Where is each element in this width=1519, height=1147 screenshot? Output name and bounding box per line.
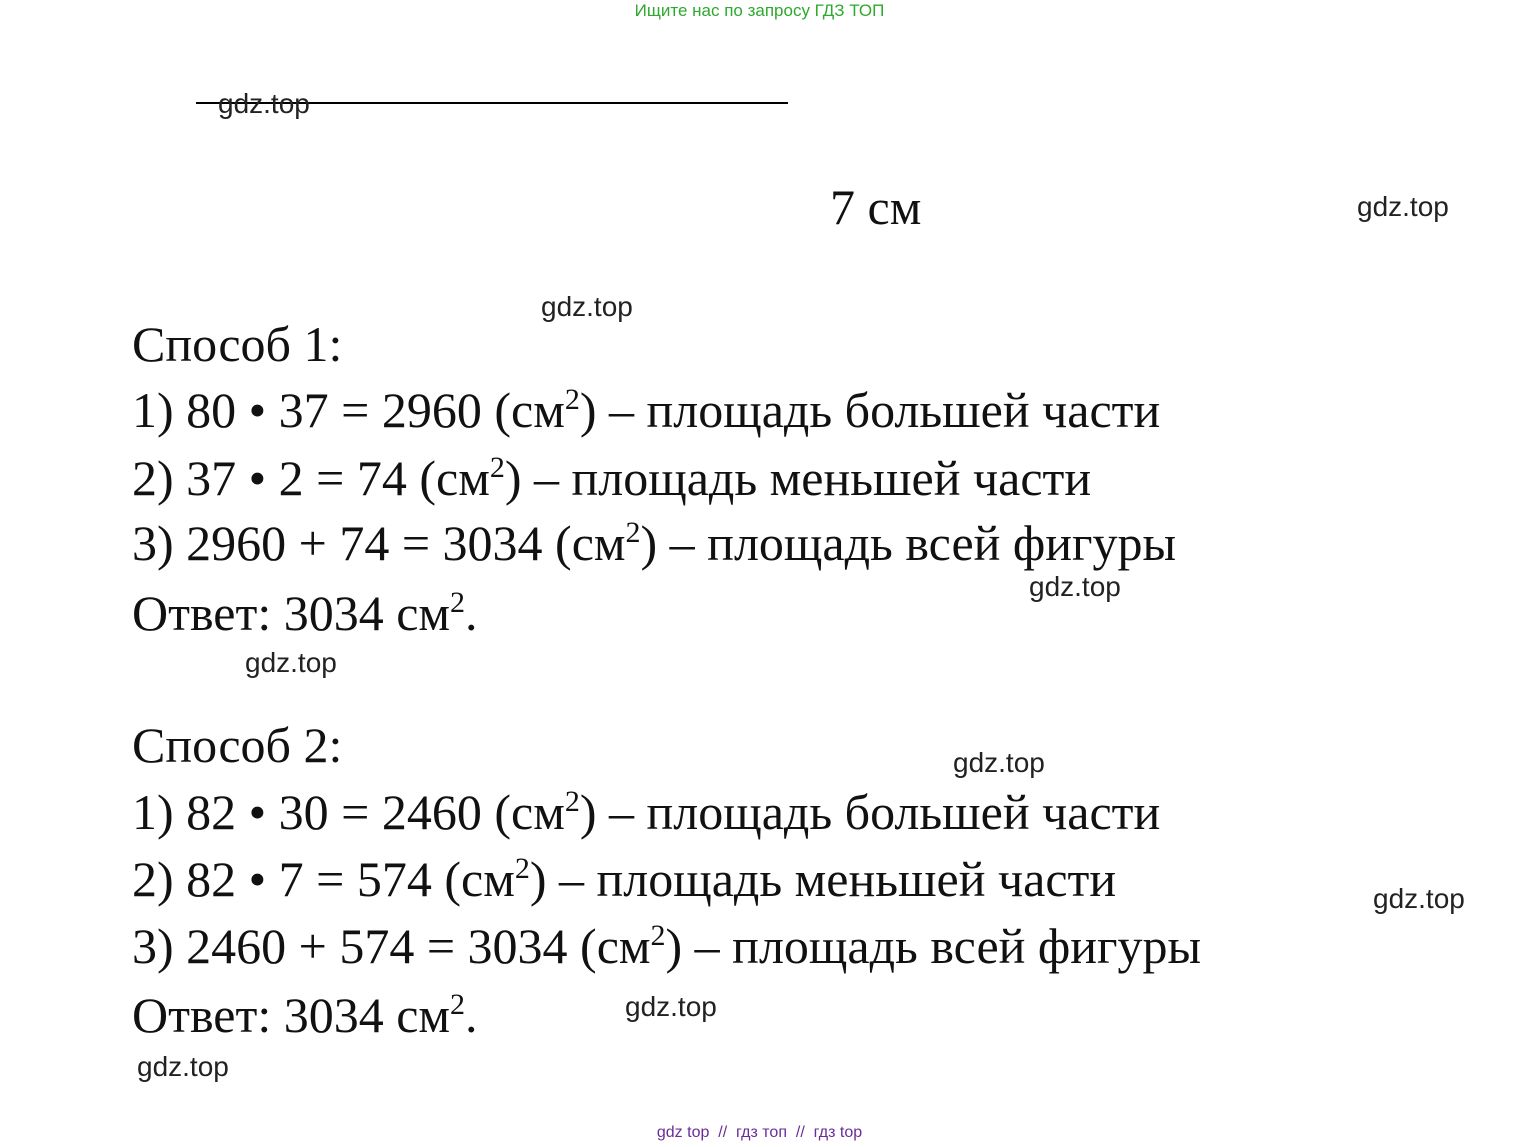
- step-text: ) – площадь большей части: [579, 784, 1161, 840]
- superscript: 2: [450, 586, 466, 619]
- step-text: 1) 80 • 37 = 2960 (см: [132, 382, 565, 438]
- method1-step3: [132, 514, 1176, 572]
- step-text: 1) 82 • 30 = 2460 (см: [132, 784, 565, 840]
- method1-step2: [132, 449, 1091, 507]
- method2-title: Способ 2:: [132, 717, 343, 773]
- search-banner: Ищите нас по запросу ГДЗ ТОП: [634, 1, 885, 20]
- method2-step3: [132, 917, 1201, 975]
- method1-title: Способ 1:: [132, 316, 343, 372]
- method2-step1: [132, 783, 1160, 841]
- watermark: gdz.top: [137, 1051, 229, 1082]
- step-text: ) – площадь большей части: [579, 382, 1161, 438]
- superscript: 2: [564, 785, 580, 818]
- superscript: 2: [489, 451, 505, 484]
- step-text: ) – площадь меньшей части: [504, 450, 1092, 506]
- step-text: 3) 2460 + 574 = 3034 (см: [132, 918, 651, 974]
- superscript: 2: [514, 852, 530, 885]
- method2-step2: [132, 850, 1116, 908]
- answer-text: Ответ: 3034 см: [132, 987, 451, 1043]
- superscript: 2: [650, 919, 666, 952]
- watermark: gdz.top: [625, 991, 717, 1022]
- step-text: ) – площадь всей фигуры: [640, 515, 1177, 571]
- step-text: ) – площадь всей фигуры: [665, 918, 1202, 974]
- watermark: gdz.top: [218, 88, 310, 119]
- answer-text: .: [465, 585, 478, 641]
- step-text: 2) 82 • 7 = 574 (см: [132, 851, 515, 907]
- superscript: 2: [625, 516, 641, 549]
- superscript: 2: [450, 988, 466, 1021]
- method1-step1: [132, 381, 1160, 439]
- watermark: gdz.top: [1357, 191, 1449, 222]
- footer-links: gdz top // гдз топ // гдз top: [656, 1124, 863, 1141]
- method2-answer: [132, 986, 478, 1044]
- step-text: 3) 2960 + 74 = 3034 (см: [132, 515, 626, 571]
- dimension-label: 7 см: [830, 179, 922, 235]
- watermark: gdz.top: [1029, 571, 1121, 602]
- watermark: gdz.top: [1373, 883, 1465, 914]
- step-text: 2) 37 • 2 = 74 (см: [132, 450, 490, 506]
- watermark: gdz.top: [541, 291, 633, 322]
- watermark: gdz.top: [953, 747, 1045, 778]
- method1-answer: [132, 584, 478, 642]
- answer-text: Ответ: 3034 см: [132, 585, 451, 641]
- watermark: gdz.top: [245, 647, 337, 678]
- step-text: ) – площадь меньшей части: [529, 851, 1117, 907]
- answer-text: .: [465, 987, 478, 1043]
- superscript: 2: [564, 383, 580, 416]
